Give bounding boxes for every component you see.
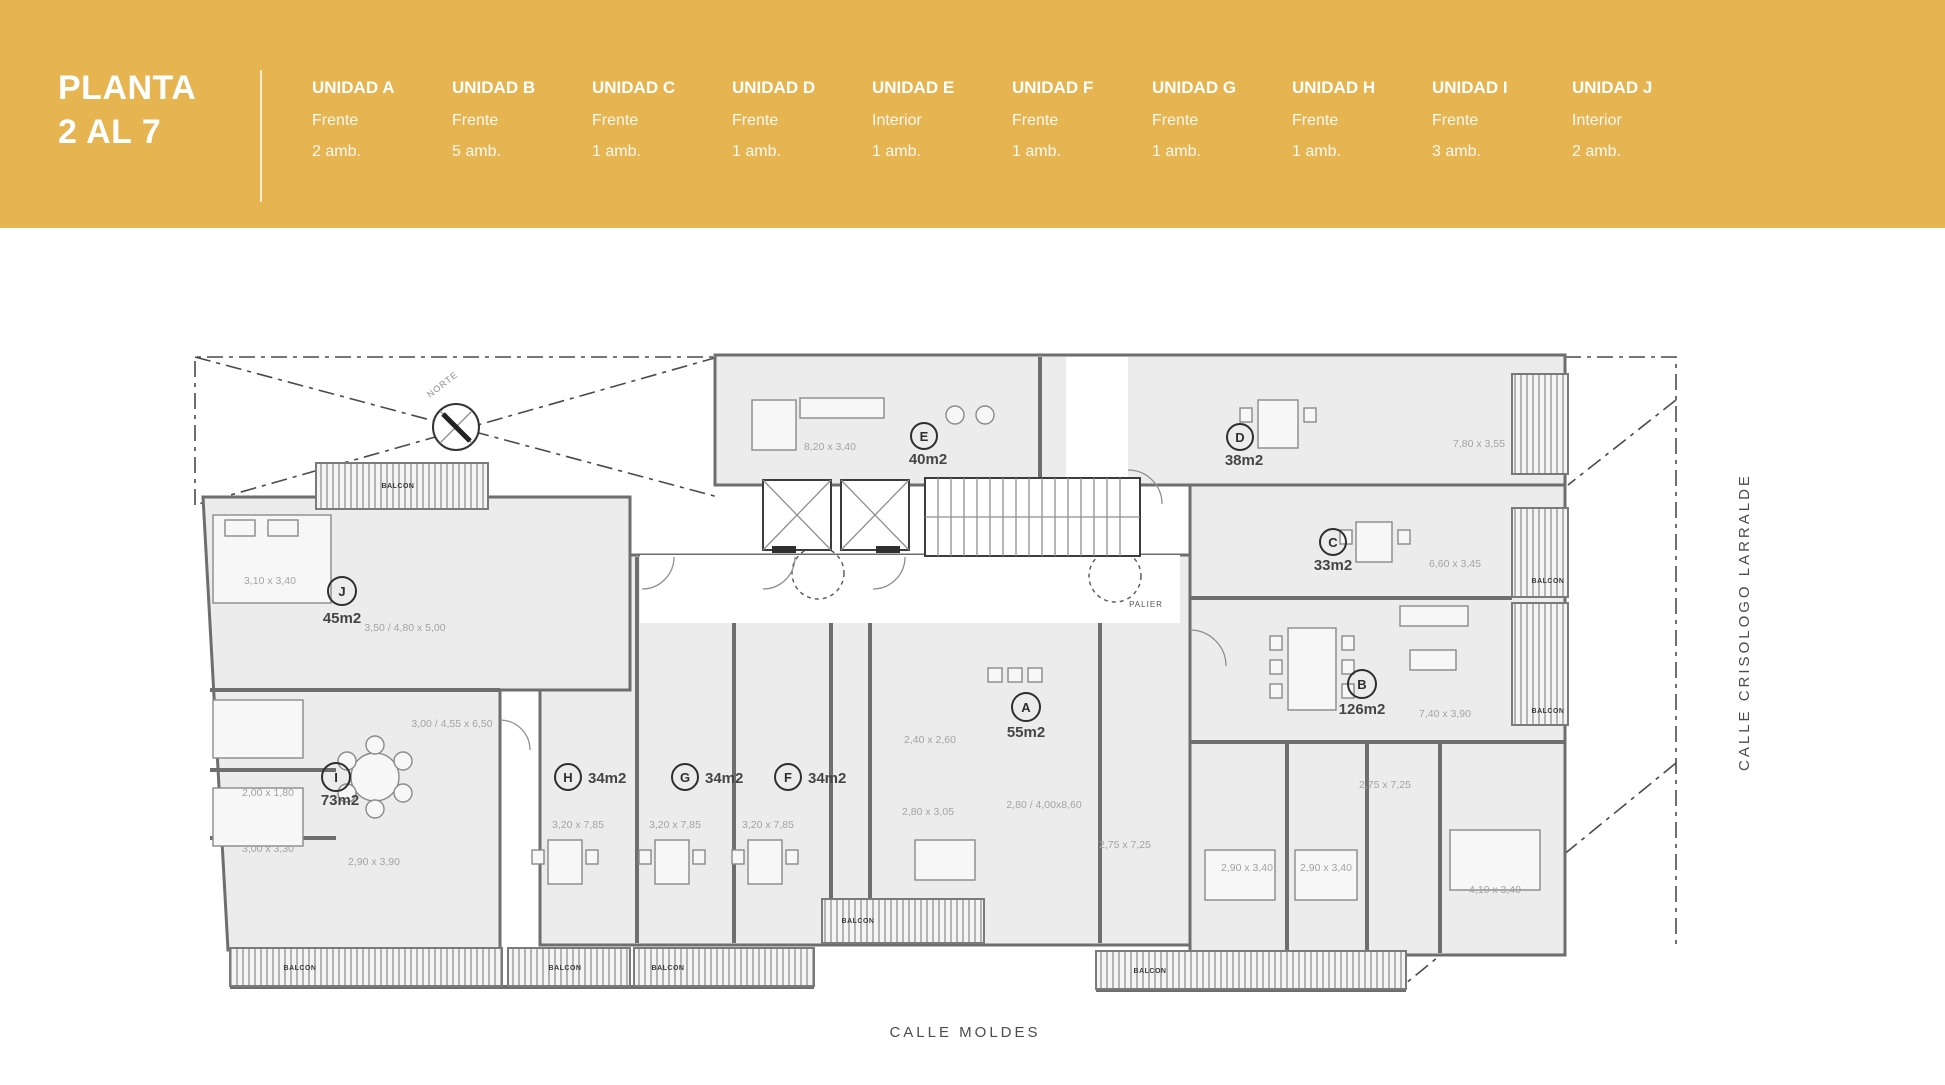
svg-text:G: G <box>679 770 691 785</box>
svg-text:73m2: 73m2 <box>320 792 360 809</box>
dim: 2,75 x 7,25 <box>1099 839 1151 851</box>
balcony-label: BALCON <box>841 918 875 925</box>
unit-column-h: UNIDAD H Frente 1 amb. <box>1292 78 1376 160</box>
balcony-label: BALCON <box>381 483 415 490</box>
page-title-line1: PLANTA <box>58 69 197 107</box>
balcony-label: BALCON <box>548 965 582 972</box>
balcony-label: BALCON <box>1133 968 1167 975</box>
street-label-right: CALLE CRISOLOGO LARRALDE <box>1736 473 1753 771</box>
dim: 3,10 x 3,40 <box>244 575 296 587</box>
svg-text:55m2: 55m2 <box>1006 724 1046 741</box>
unit-column-i: UNIDAD I Frente 3 amb. <box>1432 78 1508 160</box>
elevator-stairs-core <box>763 478 1140 556</box>
unit-column-f: UNIDAD F Frente 1 amb. <box>1012 78 1094 160</box>
svg-text:C: C <box>1328 535 1338 550</box>
dim: 2,90 x 3,40 <box>1300 862 1352 874</box>
unit-column-d: UNIDAD D Frente 1 amb. <box>732 78 816 160</box>
svg-text:40m2: 40m2 <box>908 451 948 468</box>
unit-legend <box>312 78 1712 161</box>
balcony-label: BALCON <box>283 965 317 972</box>
svg-text:45m2: 45m2 <box>322 610 362 627</box>
dim: 2,40 x 2,60 <box>904 734 956 746</box>
dim: 2,75 x 7,25 <box>1359 779 1411 791</box>
dim: 3,20 x 7,85 <box>742 819 794 831</box>
svg-text:I: I <box>334 770 338 785</box>
svg-text:A: A <box>1021 700 1031 715</box>
svg-text:34m2: 34m2 <box>588 770 627 787</box>
unit-column-a: UNIDAD A Frente 2 amb. <box>312 78 395 160</box>
svg-text:J: J <box>338 584 346 599</box>
unit-column-g: UNIDAD G Frente 1 amb. <box>1152 78 1237 160</box>
svg-text:E: E <box>919 429 929 444</box>
dim: 3,00 x 3,30 <box>242 843 294 855</box>
unit-column-b: UNIDAD B Frente 5 amb. <box>452 78 536 160</box>
balcony-label: BALCON <box>1531 578 1565 585</box>
floor-plan <box>0 228 1945 1080</box>
building-walls <box>203 355 1565 990</box>
svg-text:B: B <box>1357 677 1367 692</box>
dim: 3,00 / 4,55 x 6,50 <box>411 718 493 730</box>
header-banner <box>0 0 1945 228</box>
dim: 7,40 x 3,90 <box>1419 708 1471 720</box>
dim: 2,00 x 1,80 <box>242 787 294 799</box>
svg-text:126m2: 126m2 <box>1338 701 1386 718</box>
dim: 2,80 / 4,00x8,60 <box>1006 799 1082 811</box>
dim: 7,80 x 3,55 <box>1453 438 1505 450</box>
street-label-bottom: CALLE MOLDES <box>889 1024 1041 1041</box>
dim: 6,60 x 3,45 <box>1429 558 1481 570</box>
dim: 4,10 x 3,40 <box>1469 884 1521 896</box>
svg-text:33m2: 33m2 <box>1313 557 1353 574</box>
page-title-line2: 2 AL 7 <box>58 113 162 151</box>
svg-text:38m2: 38m2 <box>1224 452 1264 469</box>
svg-text:H: H <box>563 770 573 785</box>
unit-column-e: UNIDAD E Interior 1 amb. <box>872 78 955 160</box>
north-label: NORTE <box>425 369 460 400</box>
dim: 8,20 x 3,40 <box>804 441 856 453</box>
dim: 2,90 x 3,40 <box>1221 862 1273 874</box>
dim: 3,20 x 7,85 <box>649 819 701 831</box>
unit-column-c: UNIDAD C Frente 1 amb. <box>592 78 676 160</box>
dim: 3,50 / 4,80 x 5,00 <box>364 622 446 634</box>
balcony-label: BALCON <box>651 965 685 972</box>
balcony-label: BALCON <box>1531 708 1565 715</box>
palier-label: PALIER <box>1129 600 1163 609</box>
svg-text:34m2: 34m2 <box>705 770 744 787</box>
page-title <box>58 66 196 154</box>
dim: 2,80 x 3,05 <box>902 806 954 818</box>
svg-text:F: F <box>784 770 792 785</box>
svg-text:D: D <box>1235 430 1245 445</box>
dim: 2,90 x 3,90 <box>348 856 400 868</box>
unit-column-j: UNIDAD J Interior 2 amb. <box>1572 78 1653 160</box>
title-divider <box>260 70 262 202</box>
svg-text:34m2: 34m2 <box>808 770 847 787</box>
dim: 3,20 x 7,85 <box>552 819 604 831</box>
